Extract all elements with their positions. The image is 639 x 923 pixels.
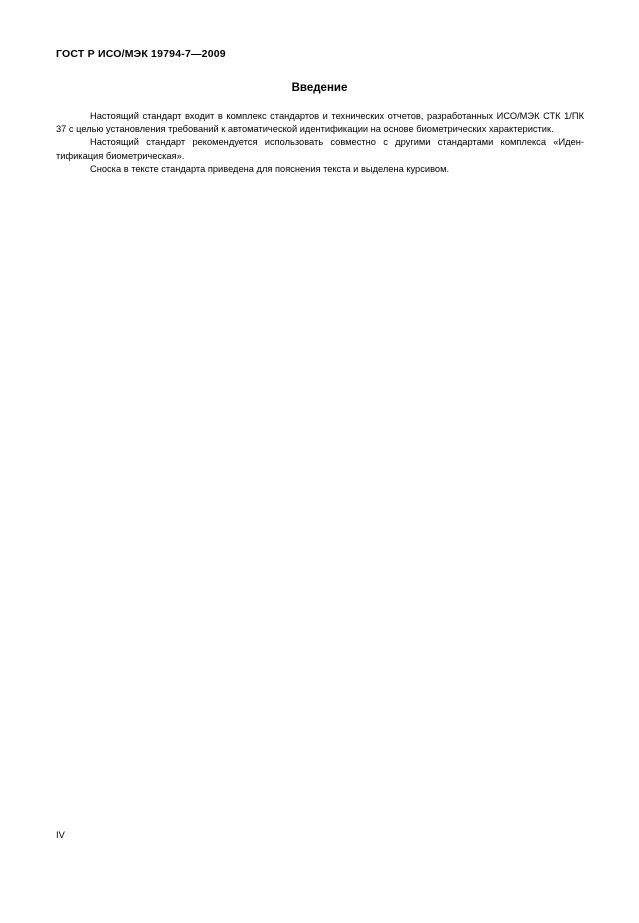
page-number: IV: [56, 830, 65, 840]
section-title: Введение: [291, 82, 348, 94]
body-text: [56, 110, 584, 176]
paragraph-3: Сноска в тексте стандарта приведена для пояснения текста и выделена курсивом.: [90, 163, 450, 174]
paragraph-1: Настоящий стандарт входит в комплекс стандартов и технических отчетов, разработанных ИСО/МЭК СТК 1/ПК 37 с целью установления требований к автоматической идентификации на основе биометрических характеристик.: [56, 111, 584, 135]
paragraph-2: Настоящий стандарт рекомендуется использовать совместно с другими стандартами комплекса «Идентификация биометрическая».: [56, 137, 584, 161]
standard-header: ГОСТ Р ИСО/МЭК 19794-7—2009: [56, 48, 226, 60]
